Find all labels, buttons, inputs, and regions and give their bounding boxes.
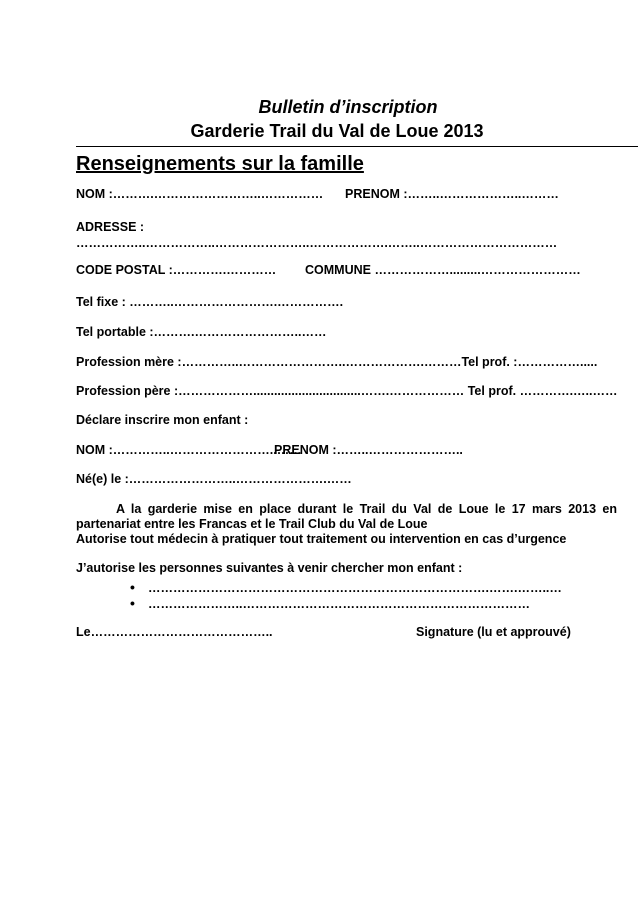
code-postal-field[interactable]: CODE POSTAL :………….………… xyxy=(76,263,277,277)
profession-mere-field[interactable]: Profession mère :…………..……………………..……………….………Tel prof. :……………..... xyxy=(76,355,598,369)
bullet-icon: • xyxy=(130,595,135,611)
nom-field[interactable]: NOM :……….……………………..…………… xyxy=(76,187,324,201)
adresse-label: ADRESSE : xyxy=(76,220,145,234)
person-dots: ……………………………………………………………………….…….……..… xyxy=(148,581,562,595)
person-list-item[interactable] xyxy=(130,580,562,596)
paragraph-line-2: partenariat entre les Francas et le Trail Club du Val de Loue xyxy=(76,517,428,531)
signature-label: Signature (lu et approuvé) xyxy=(416,625,571,639)
title-divider xyxy=(76,146,638,147)
enfant-prenom-field[interactable]: PRENOM :……..………………….. xyxy=(274,443,463,457)
prenom-field[interactable]: PRENOM :……..………………..……… xyxy=(345,187,559,201)
tel-portable-field[interactable]: Tel portable :……….……………………..…… xyxy=(76,325,327,339)
paragraph-line-1: A la garderie mise en place durant le Trail du Val de Loue le 17 mars 2013 en xyxy=(116,502,617,516)
declare-label: Déclare inscrire mon enfant : xyxy=(76,413,249,427)
authorize-label: J’autorise les personnes suivantes à venir chercher mon enfant : xyxy=(76,561,463,575)
paragraph-line-3: Autorise tout médecin à pratiquer tout traitement ou intervention en cas d’urgence xyxy=(76,532,567,546)
profession-pere-field[interactable]: Profession père :………………...............................…….……………… Tel prof. ………….…..…… xyxy=(76,384,617,398)
person-list-item[interactable] xyxy=(130,596,530,612)
document-subtitle: Garderie Trail du Val de Loue 2013 xyxy=(190,121,484,141)
date-naissance-field[interactable]: Né(e) le :……………………..………………….…… xyxy=(76,472,352,486)
adresse-field[interactable]: ……………..……………..…………………..……………….……..…………………………… xyxy=(76,236,558,250)
document-title: Bulletin d’inscription xyxy=(258,97,438,117)
tel-fixe-field[interactable]: Tel fixe : ………..…………………….……………. xyxy=(76,295,344,309)
enfant-nom-field[interactable]: NOM :…………..……………………..…… xyxy=(76,443,302,457)
person-dots: …………………..…………………………………………………………… xyxy=(148,597,530,611)
section-title: Renseignements sur la famille xyxy=(76,153,364,175)
commune-field[interactable]: COMMUNE ……………….........…………………… xyxy=(305,263,581,277)
date-lieu-field[interactable]: Le…………………………………….. xyxy=(76,625,273,639)
bullet-icon: • xyxy=(130,579,135,595)
